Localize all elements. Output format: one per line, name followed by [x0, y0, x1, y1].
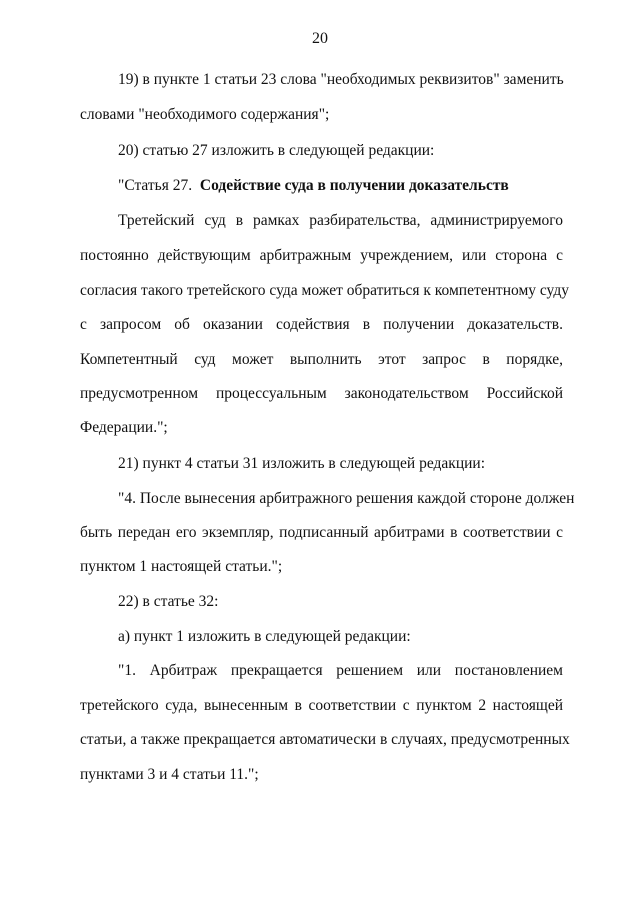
text-line: "4. После вынесения арбитражного решения каждой стороне должен — [118, 490, 575, 507]
text-line: статьи, а также прекращается автоматически в случаях, предусмотренных — [80, 731, 570, 748]
text-line: словами "необходимого содержания"; — [80, 106, 330, 123]
text-line: предусмотренном процессуальным законодательством Российской — [80, 385, 563, 402]
text-line: 22) в статье 32: — [118, 593, 219, 610]
text-line: постоянно действующим арбитражным учреждением, или сторона с — [80, 247, 563, 264]
text-line: Компетентный суд может выполнить этот запрос в порядке, — [80, 351, 563, 368]
article-title: Содействие суда в получении доказательств — [199, 177, 509, 194]
text-line: а) пункт 1 изложить в следующей редакции: — [118, 628, 411, 645]
text-line: Третейский суд в рамках разбирательства, администрируемого — [118, 212, 563, 229]
text-line: согласия такого третейского суда может обратиться к компетентному суду — [80, 282, 569, 299]
text-line: быть передан его экземпляр, подписанный арбитрами в соответствии с — [80, 524, 563, 541]
article-heading — [118, 176, 563, 196]
text-line: 19) в пункте 1 статьи 23 слова "необходимых реквизитов" заменить — [118, 71, 564, 88]
text-line: Федерации."; — [80, 419, 168, 436]
text-line: 20) статью 27 изложить в следующей редакции: — [118, 142, 435, 159]
text-line: с запросом об оказании содействия в получении доказательств. — [80, 316, 563, 333]
text-line: "1. Арбитраж прекращается решением или постановлением — [118, 662, 563, 679]
text-line: пунктом 1 настоящей статьи."; — [80, 558, 283, 575]
article-number: "Статья 27. — [118, 177, 193, 194]
text-line: 21) пункт 4 статьи 31 изложить в следующей редакции: — [118, 455, 486, 472]
page-number: 20 — [312, 30, 328, 47]
text-line: третейского суда, вынесенным в соответствии с пунктом 2 настоящей — [80, 697, 563, 714]
text-line: пунктами 3 и 4 статьи 11."; — [80, 766, 259, 783]
